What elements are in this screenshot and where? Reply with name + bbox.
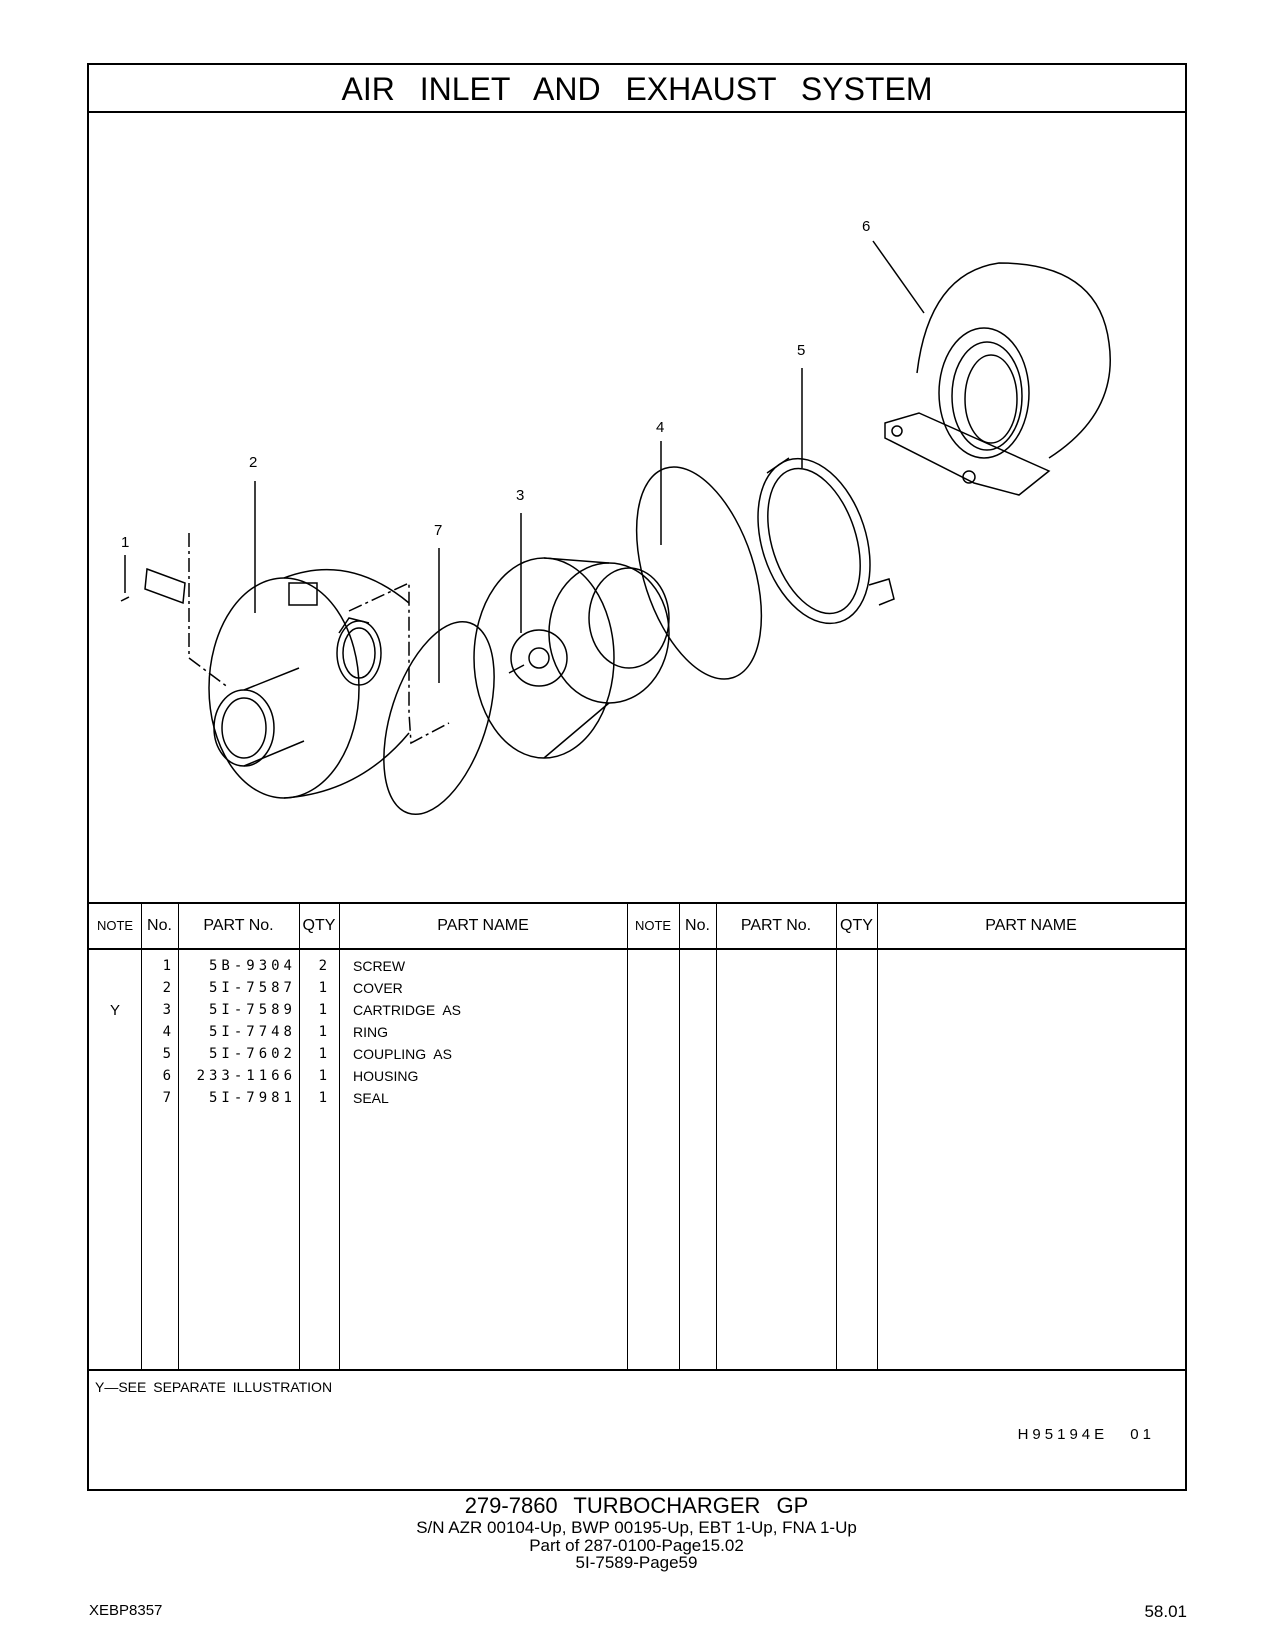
row-qty: 2: [318, 958, 327, 974]
row-part-number: 5I-7748: [208, 1024, 296, 1040]
row-part-name: COVER: [353, 980, 403, 996]
row-number: 3: [162, 1002, 171, 1018]
page-reference: 5I-7589-Page59: [575, 1553, 698, 1572]
row-part-name: COUPLING AS: [353, 1046, 452, 1062]
header-part-name: PART NAME: [437, 917, 529, 934]
header-no: No.: [147, 917, 172, 934]
row-note: Y: [109, 1002, 120, 1019]
header-qty: QTY: [302, 917, 336, 934]
row-number: 5: [162, 1046, 171, 1062]
row-part-number: 5I-7589: [208, 1002, 296, 1018]
row-number: 2: [162, 980, 171, 996]
callout-label: 6: [862, 218, 871, 235]
table-footer: [89, 1369, 1185, 1491]
row-part-name: RING: [353, 1024, 388, 1040]
serial-range: S/N AZR 00104-Up, BWP 00195-Up, EBT 1-Up, FNA 1-Up: [416, 1518, 857, 1537]
row-part-name: CARTRIDGE AS: [353, 1002, 461, 1018]
row-qty: 1: [318, 1090, 327, 1106]
row-qty: 1: [318, 980, 327, 996]
row-part-number: 5I-7981: [208, 1090, 296, 1106]
document-id: XEBP8357: [89, 1602, 163, 1619]
table-row: [89, 999, 1185, 1022]
table-row: [89, 955, 1185, 978]
table-row: [89, 1087, 1185, 1110]
callout-label: 3: [516, 487, 525, 504]
exploded-view-illustration: [89, 113, 1185, 903]
row-part-name: HOUSING: [353, 1068, 419, 1084]
header-part-no: PART No.: [740, 917, 812, 934]
row-part-name: SEAL: [353, 1090, 389, 1106]
page-frame: [87, 63, 1187, 1491]
callout-label: 5: [797, 342, 806, 359]
table-row: [89, 1065, 1185, 1088]
header-note: NOTE: [96, 918, 134, 933]
row-part-number: 5I-7587: [208, 980, 296, 996]
header-part-no: PART No.: [203, 917, 274, 934]
row-number: 7: [162, 1090, 171, 1106]
turbocharger-drawing: [89, 113, 1185, 903]
header-part-name: PART NAME: [985, 917, 1077, 934]
header-qty: QTY: [840, 917, 873, 934]
footnote: Y—SEE SEPARATE ILLUSTRATION: [95, 1379, 333, 1395]
illustration-code: H95194E 01: [1017, 1426, 1155, 1443]
table-header: [89, 904, 1185, 950]
row-number: 4: [162, 1024, 171, 1040]
row-qty: 1: [318, 1046, 327, 1062]
row-part-name: SCREW: [353, 958, 406, 974]
table-row: [89, 1021, 1185, 1044]
parts-table: [89, 902, 1185, 1369]
header-no: No.: [685, 917, 710, 934]
callout-label: 7: [434, 522, 443, 539]
callout-label: 1: [121, 534, 130, 551]
row-qty: 1: [318, 1024, 327, 1040]
row-part-number: 233-1166: [196, 1068, 296, 1084]
callout-label: 2: [249, 454, 258, 471]
header-note: NOTE: [634, 918, 672, 933]
row-number: 6: [162, 1068, 171, 1084]
part-of-reference: Part of 287-0100-Page15.02: [529, 1536, 744, 1555]
row-qty: 1: [318, 1068, 327, 1084]
page-number: 58.01: [1144, 1602, 1187, 1621]
callout-label: 4: [656, 419, 665, 436]
page-title: AIR INLET AND EXHAUST SYSTEM: [89, 65, 1185, 113]
table-row: [89, 1043, 1185, 1066]
group-title: 279-7860 TURBOCHARGER GP: [464, 1493, 809, 1518]
row-number: 1: [162, 958, 171, 974]
table-row: [89, 977, 1185, 1000]
row-part-number: 5I-7602: [208, 1046, 296, 1062]
row-part-number: 5B-9304: [208, 958, 296, 974]
row-qty: 1: [318, 1002, 327, 1018]
